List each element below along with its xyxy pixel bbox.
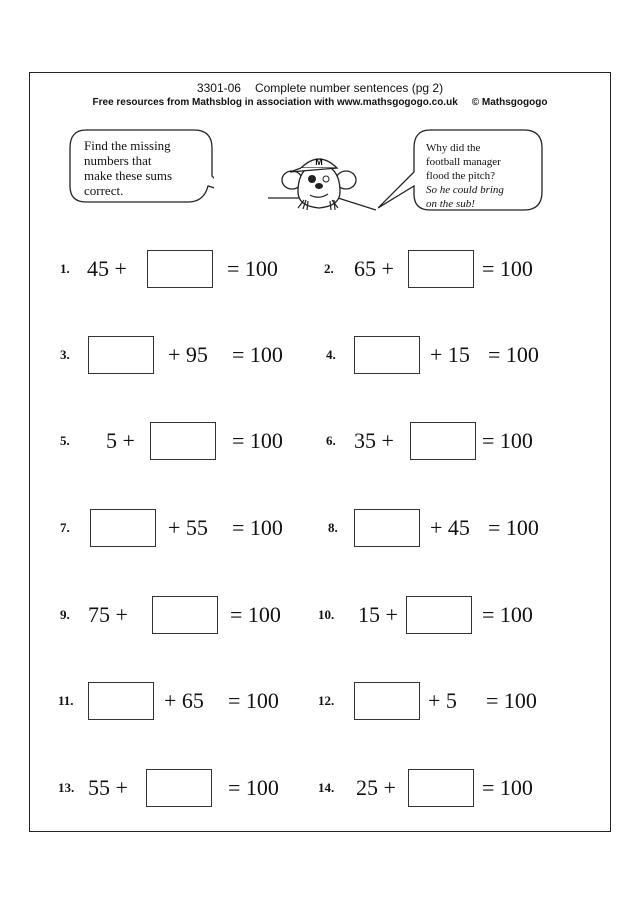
joke-line: football manager — [426, 156, 501, 168]
problem-result: = 100 — [482, 256, 533, 281]
problem-1 — [60, 249, 278, 289]
problem-result: = 100 — [482, 775, 533, 800]
answer-box[interactable] — [408, 769, 474, 807]
problem-addend: 75 + — [88, 602, 128, 627]
answer-box[interactable] — [90, 509, 156, 547]
cartoon-mascot-icon — [268, 148, 376, 218]
joke-answer-line: So he could bring — [426, 184, 504, 196]
problem-number: 7. — [60, 520, 70, 535]
problem-result: = 100 — [482, 428, 533, 453]
problem-addend: 5 + — [106, 428, 135, 453]
answer-box[interactable] — [354, 336, 420, 374]
problem-result: = 100 — [488, 342, 539, 367]
problem-number: 3. — [60, 347, 70, 362]
problem-result: = 100 — [486, 688, 537, 713]
problem-4 — [326, 335, 539, 375]
problem-number: 6. — [326, 433, 336, 448]
problem-3 — [60, 335, 283, 375]
worksheet-title — [0, 81, 640, 95]
answer-box[interactable] — [354, 682, 420, 720]
answer-box[interactable] — [146, 769, 212, 807]
answer-box[interactable] — [410, 422, 476, 460]
problem-14 — [318, 768, 533, 808]
instruction-line: numbers that — [84, 153, 152, 168]
problem-6 — [326, 421, 533, 461]
problem-result: = 100 — [232, 515, 283, 540]
problem-addend: + 45 — [430, 515, 470, 540]
problem-result: = 100 — [232, 342, 283, 367]
problem-result: = 100 — [232, 428, 283, 453]
problem-12 — [318, 681, 537, 721]
problem-number: 13. — [58, 780, 75, 795]
instruction-text — [84, 138, 204, 198]
joke-answer-line: on the sub! — [426, 198, 475, 210]
problem-addend: + 15 — [430, 342, 470, 367]
problem-5 — [60, 421, 283, 461]
copyright-notice: © Mathsgogogo — [471, 97, 548, 108]
answer-box[interactable] — [88, 336, 154, 374]
instruction-line: Find the missing — [84, 138, 171, 153]
problem-result: = 100 — [488, 515, 539, 540]
answer-box[interactable] — [408, 250, 474, 288]
problem-addend: 45 + — [87, 256, 127, 281]
problem-addend: 15 + — [358, 602, 398, 627]
answer-box[interactable] — [152, 596, 218, 634]
answer-box[interactable] — [147, 250, 213, 288]
problem-result: = 100 — [227, 256, 278, 281]
answer-box[interactable] — [88, 682, 154, 720]
mascot-cap-letter: M — [315, 157, 323, 167]
problem-number: 12. — [318, 693, 335, 708]
problem-addend: + 55 — [168, 515, 208, 540]
worksheet-title-text: Complete number sentences (pg 2) — [254, 81, 444, 95]
problem-result: = 100 — [228, 688, 279, 713]
problem-number: 11. — [58, 693, 74, 708]
problem-13 — [58, 768, 279, 808]
answer-box[interactable] — [354, 509, 420, 547]
problem-2 — [324, 249, 533, 289]
problem-addend: + 5 — [428, 688, 457, 713]
problem-addend: 35 + — [354, 428, 394, 453]
problem-number: 2. — [324, 261, 334, 276]
problem-number: 9. — [60, 607, 70, 622]
joke-line: flood the pitch? — [426, 170, 496, 182]
worksheet-subtitle — [0, 97, 640, 108]
worksheet-code: 3301-06 — [196, 81, 241, 95]
resource-credit: Free resources from Mathsblog in association with www.mathsgogogo.co.uk — [92, 97, 458, 108]
problem-addend: 55 + — [88, 775, 128, 800]
joke-line: Why did the — [426, 142, 481, 154]
problem-number: 5. — [60, 433, 70, 448]
problem-result: = 100 — [230, 602, 281, 627]
instruction-line: make these sums — [84, 168, 173, 183]
joke-text — [426, 141, 538, 211]
instruction-line: correct. — [84, 183, 124, 198]
answer-box[interactable] — [406, 596, 472, 634]
problem-number: 1. — [60, 261, 70, 276]
problem-result: = 100 — [228, 775, 279, 800]
problem-number: 10. — [318, 607, 335, 622]
problem-7 — [60, 508, 283, 548]
problem-result: = 100 — [482, 602, 533, 627]
problem-addend: 65 + — [354, 256, 394, 281]
problem-number: 8. — [328, 520, 338, 535]
problem-number: 4. — [326, 347, 336, 362]
problem-number: 14. — [318, 780, 335, 795]
problem-9 — [60, 595, 281, 635]
problem-addend: + 95 — [168, 342, 208, 367]
answer-box[interactable] — [150, 422, 216, 460]
problem-10 — [318, 595, 533, 635]
problem-8 — [328, 508, 539, 548]
problem-11 — [58, 681, 279, 721]
problem-addend: + 65 — [164, 688, 204, 713]
problem-addend: 25 + — [356, 775, 396, 800]
